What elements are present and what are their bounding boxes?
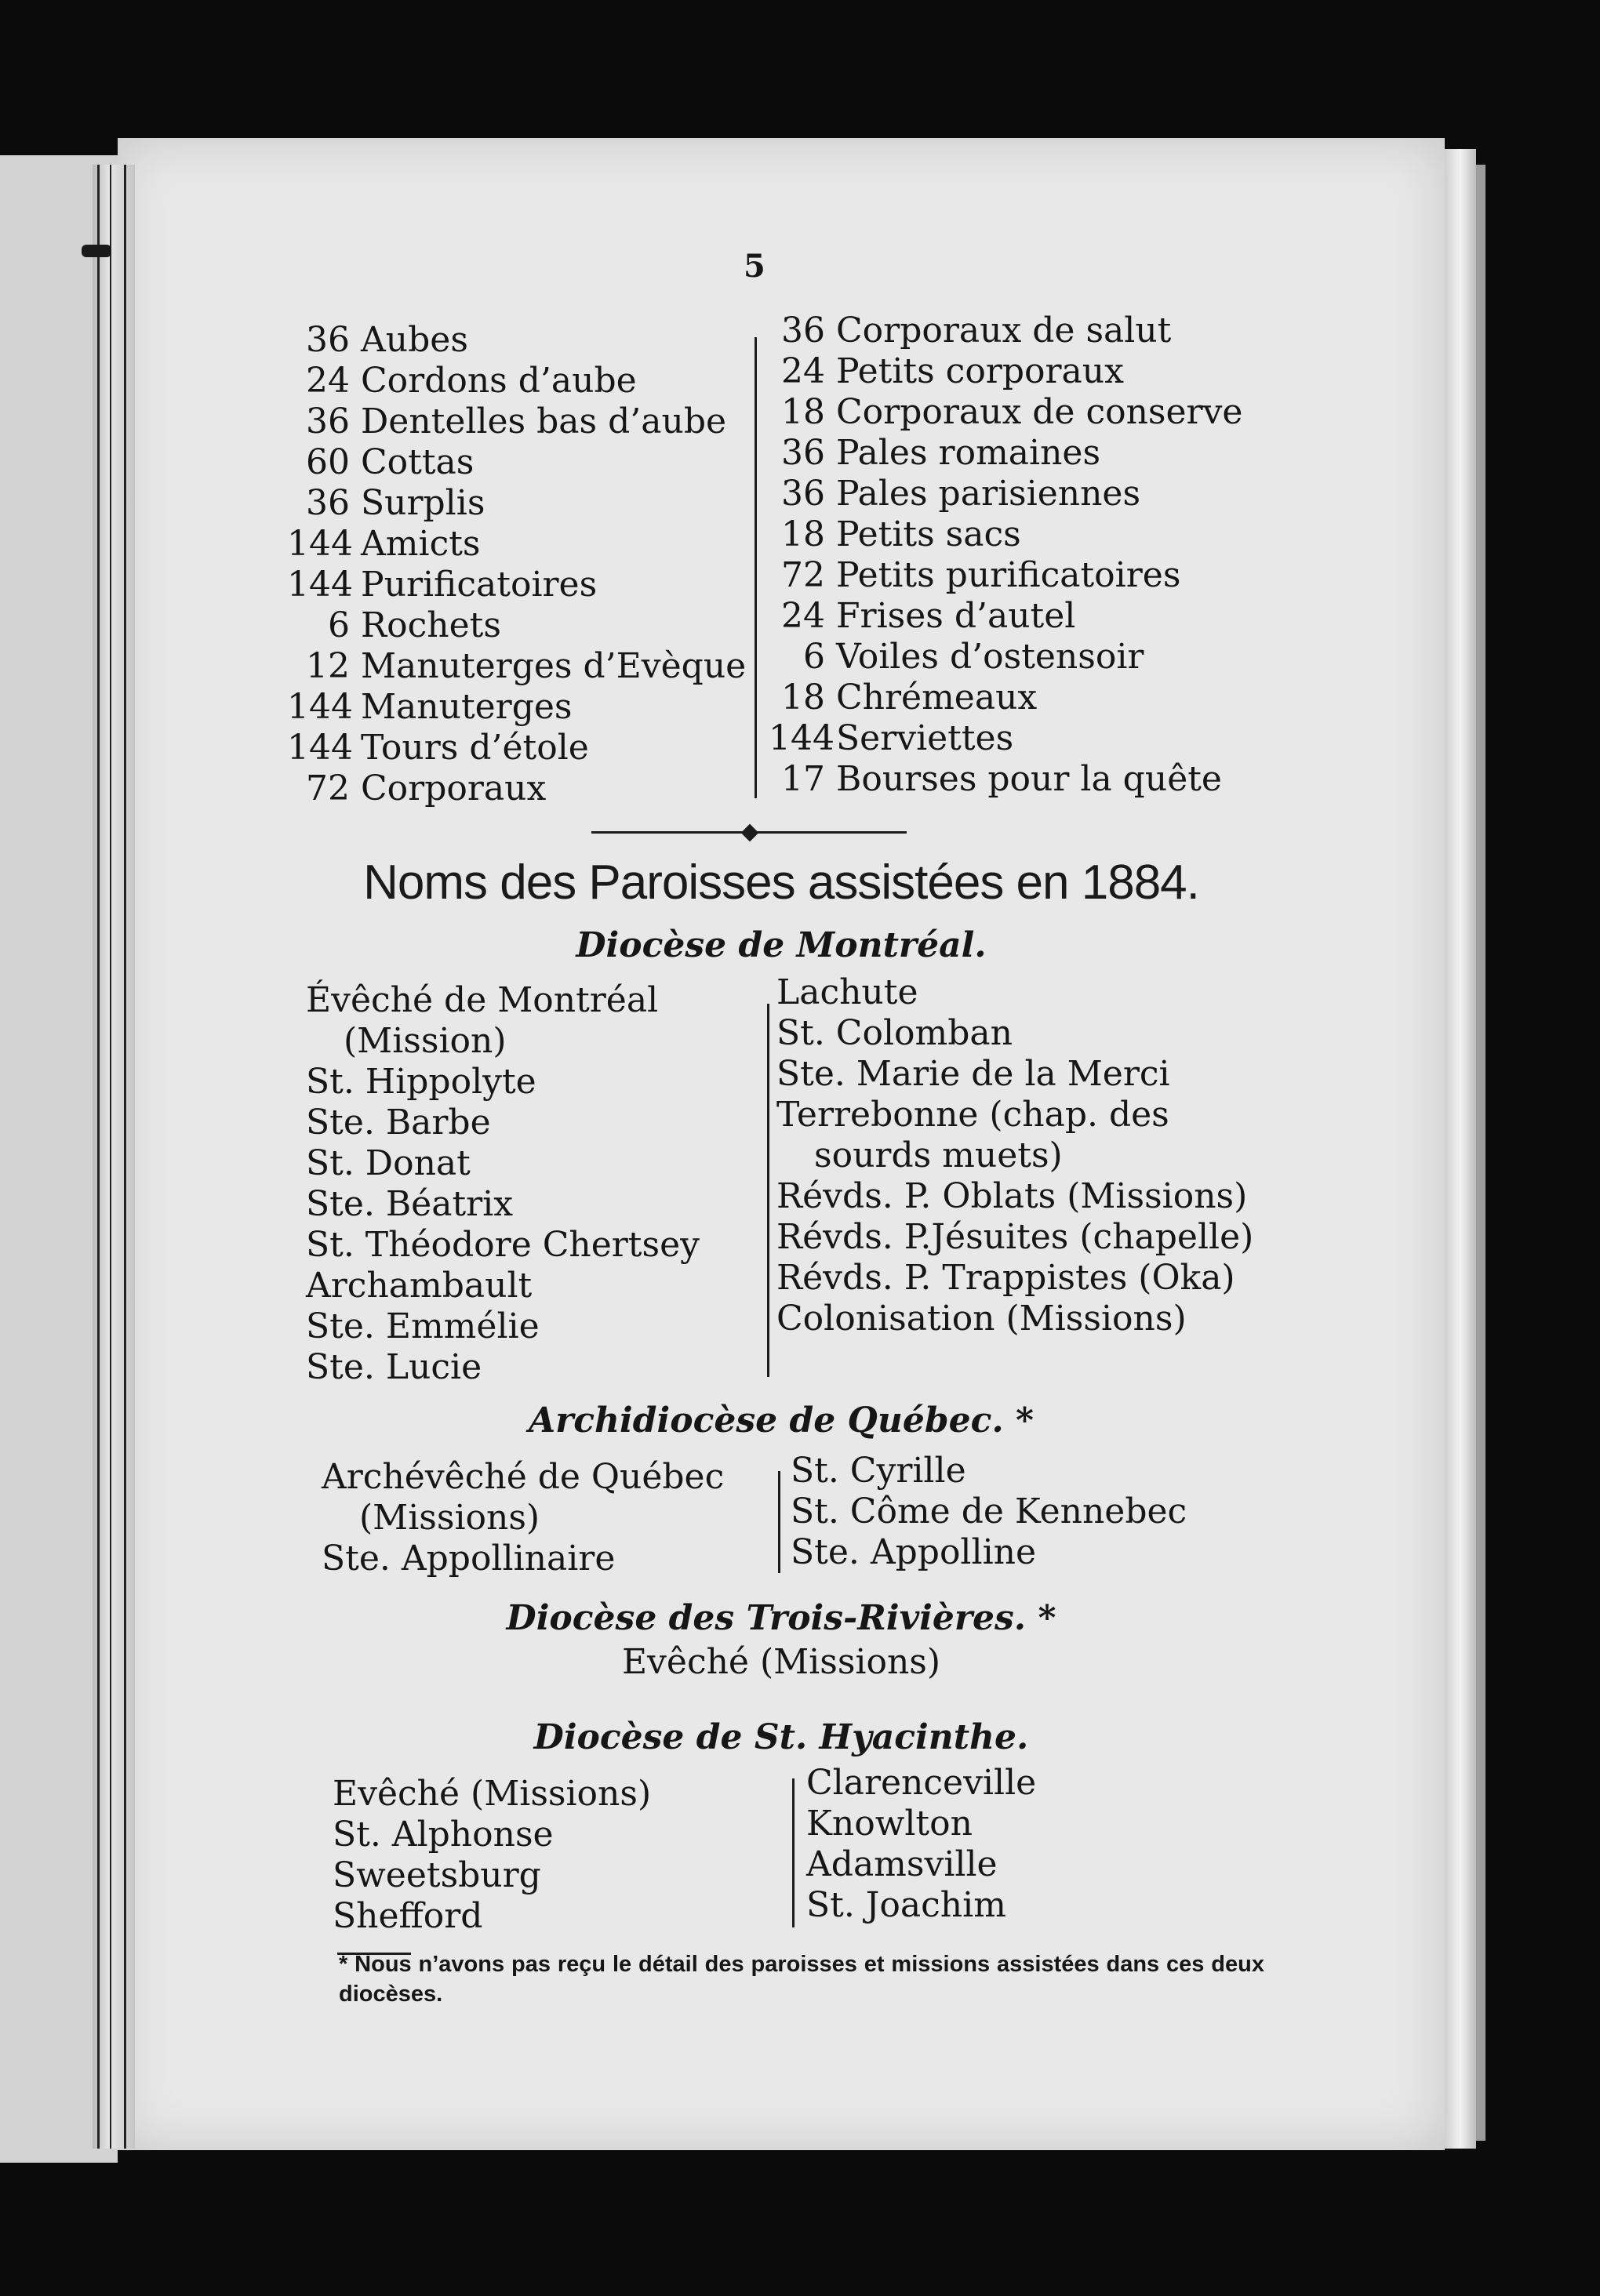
archdiocese-quebec-title: Archidiocèse de Québec. * (528, 1400, 1035, 1440)
item-label: Serviettes (836, 718, 1014, 758)
column-divider (755, 337, 757, 798)
montreal-left-list (306, 980, 700, 1388)
inventory-item (769, 759, 1242, 800)
item-label: Petits sacs (836, 514, 1021, 554)
item-label: Frises d’autel (836, 596, 1076, 636)
item-quantity: 72 (306, 768, 350, 808)
item-quantity: 24 (306, 361, 350, 401)
item-label: Petits purificatoires (836, 555, 1181, 595)
parish-item: Ste. Emmélie (306, 1306, 540, 1346)
parish-item: Terrebonne (chap. des (776, 1095, 1169, 1135)
inventory-item (769, 474, 1242, 514)
inventory-item (769, 678, 1242, 718)
parish-item: Ste. Appollinaire (322, 1539, 616, 1578)
inventory-item (769, 718, 1242, 759)
parish-item: Shefford (333, 1896, 483, 1936)
parish-item: St. Colomban (776, 1013, 1013, 1053)
section-heading: Noms des Paroisses assistées en 1884. (363, 856, 1199, 910)
parish-item: St. Théodore Chertsey (306, 1225, 700, 1265)
item-quantity: 36 (781, 433, 825, 473)
item-quantity: 144 (769, 718, 835, 758)
item-label: Cottas (361, 442, 475, 482)
inventory-item (769, 596, 1242, 637)
parish-item: Sweetsburg (333, 1855, 541, 1895)
inventory-right-column (769, 311, 1242, 800)
parish-item: Archambault (306, 1266, 533, 1306)
inventory-item (287, 605, 746, 646)
parish-item: St. Côme de Kennebec (791, 1491, 1187, 1531)
inventory-item (769, 392, 1242, 433)
item-quantity: 6 (803, 637, 825, 677)
inventory-item (769, 637, 1242, 678)
st-hyacinthe-left-list (333, 1774, 651, 1937)
item-label: Rochets (361, 605, 501, 645)
item-quantity: 36 (306, 401, 350, 441)
item-quantity: 60 (306, 442, 350, 482)
inventory-item (287, 728, 746, 768)
item-label: Manuterges d’Evèque (361, 646, 747, 686)
footnote: * Nous n’avons pas reçu le détail des paroisses et missions assistées dans ces deux diocèses. (339, 1952, 1264, 2007)
parish-item: (Mission) (344, 1021, 507, 1061)
inventory-item (287, 646, 746, 687)
book-binding (93, 165, 135, 2149)
item-quantity: 24 (781, 351, 825, 391)
item-label: Dentelles bas d’aube (361, 401, 727, 441)
column-divider (792, 1778, 795, 1927)
item-quantity: 36 (781, 474, 825, 514)
inventory-item (287, 768, 746, 809)
inventory-item (287, 565, 746, 605)
parish-item: Archévêché de Québec (322, 1457, 725, 1497)
item-label: Tours d’étole (361, 728, 589, 768)
parish-item: Ste. Marie de la Merci (776, 1054, 1170, 1094)
parish-item: St. Hippolyte (306, 1062, 536, 1102)
item-quantity: 144 (287, 524, 353, 564)
inventory-item (769, 555, 1242, 596)
item-quantity: 17 (781, 759, 825, 799)
item-label: Corporaux de salut (836, 311, 1172, 351)
parish-item: St. Donat (306, 1143, 471, 1183)
parish-item: Ste. Lucie (306, 1347, 482, 1387)
parish-item: Ste. Appolline (791, 1532, 1037, 1572)
item-label: Bourses pour la quête (836, 759, 1222, 799)
item-quantity: 24 (781, 596, 825, 636)
parish-item: St. Joachim (806, 1885, 1006, 1925)
item-quantity: 18 (781, 678, 825, 718)
parish-item: St. Cyrille (791, 1451, 966, 1491)
item-quantity: 144 (287, 687, 353, 727)
parish-item: Lachute (776, 972, 918, 1012)
parish-item: Révds. P.Jésuites (chapelle) (776, 1217, 1254, 1257)
montreal-right-list (776, 972, 1253, 1339)
parish-item: sourds muets) (814, 1135, 1063, 1175)
item-label: Purificatoires (361, 565, 598, 605)
parish-item: Révds. P. Oblats (Missions) (776, 1176, 1248, 1216)
inventory-item (769, 311, 1242, 351)
item-label: Pales parisiennes (836, 474, 1141, 514)
parish-item: Évêché de Montréal (306, 980, 659, 1020)
diocese-montreal-title: Diocèse de Montréal. (576, 925, 987, 965)
item-quantity: 144 (287, 728, 353, 768)
binding-thread-knot (82, 245, 111, 257)
inventory-item (287, 401, 746, 442)
item-quantity: 36 (306, 320, 350, 360)
inventory-left-column (287, 320, 746, 809)
inventory-item (287, 524, 746, 565)
item-label: Aubes (361, 320, 468, 360)
item-quantity: 6 (328, 605, 350, 645)
parish-item: Knowlton (806, 1804, 973, 1844)
diocese-trois-rivieres-title: Diocèse des Trois-Rivières. * (506, 1598, 1056, 1638)
parish-item: Ste. Béatrix (306, 1184, 514, 1224)
inventory-item (769, 514, 1242, 555)
column-divider (767, 1004, 769, 1377)
parish-item: Evêché (Missions) (333, 1774, 652, 1814)
item-quantity: 18 (781, 392, 825, 432)
inventory-item (287, 320, 746, 361)
parish-item: (Missions) (359, 1498, 540, 1538)
column-divider (778, 1471, 780, 1573)
item-label: Surplis (361, 483, 485, 523)
inventory-item (769, 433, 1242, 474)
parish-item: Evêché (Missions) (621, 1642, 941, 1682)
inventory-item (287, 442, 746, 483)
item-label: Amicts (361, 524, 481, 564)
item-label: Corporaux de conserve (836, 392, 1243, 432)
page-number: 5 (744, 248, 765, 285)
parish-item: Ste. Barbe (306, 1103, 491, 1143)
item-label: Chrémeaux (836, 678, 1038, 718)
item-label: Manuterges (361, 687, 573, 727)
parish-item: Révds. P. Trappistes (Oka) (776, 1258, 1235, 1298)
parish-item: Clarenceville (806, 1763, 1037, 1803)
item-label: Corporaux (361, 768, 547, 808)
page-stack-shadow (1476, 165, 1485, 2141)
item-label: Petits corporaux (836, 351, 1124, 391)
item-quantity: 18 (781, 514, 825, 554)
quebec-right-list (791, 1451, 1187, 1573)
item-quantity: 36 (781, 311, 825, 351)
item-quantity: 12 (306, 646, 350, 686)
parish-item: Colonisation (Missions) (776, 1299, 1187, 1339)
parish-item: Adamsville (806, 1844, 998, 1884)
item-label: Voiles d’ostensoir (836, 637, 1144, 677)
inventory-item (287, 361, 746, 401)
inventory-item (287, 483, 746, 524)
item-quantity: 36 (306, 483, 350, 523)
quebec-left-list (322, 1457, 724, 1579)
inventory-item (287, 687, 746, 728)
page-stack-edge (1445, 149, 1476, 2149)
st-hyacinthe-right-list (806, 1763, 1036, 1926)
diocese-st-hyacinthe-title: Diocèse de St. Hyacinthe. (533, 1717, 1029, 1757)
parish-item: St. Alphonse (333, 1815, 554, 1855)
item-quantity: 144 (287, 565, 353, 605)
item-label: Pales romaines (836, 433, 1101, 473)
item-label: Cordons d’aube (361, 361, 637, 401)
item-quantity: 72 (781, 555, 825, 595)
inventory-item (769, 351, 1242, 392)
